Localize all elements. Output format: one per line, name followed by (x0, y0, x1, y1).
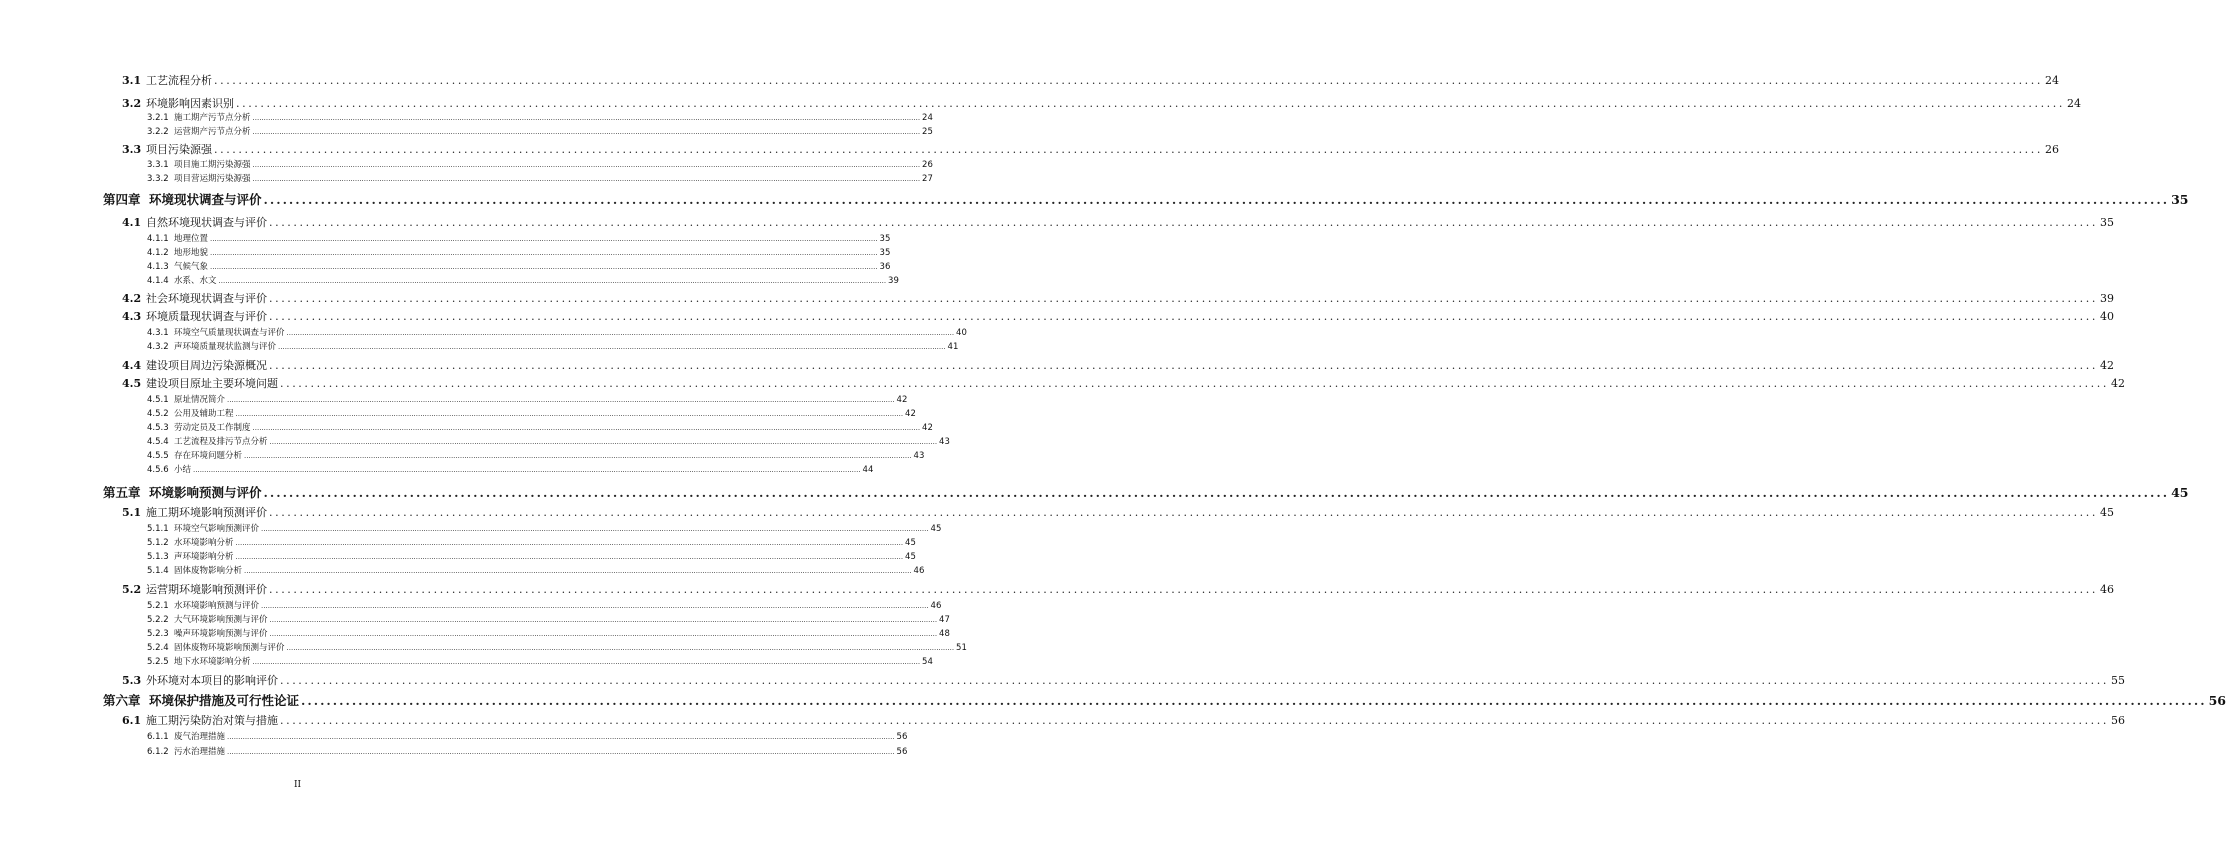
dot-leader: ............................................................................................................................................................................................................................................................................................................ (269, 216, 2098, 229)
toc-entry-title: 项目污染源强 (146, 143, 212, 156)
dot-leader: ............................................................................................................................................................................................................................................................................................................ (252, 424, 921, 432)
toc-entry-title: 固体废物环境影响预测与评价 (174, 643, 285, 653)
toc-entry-page: 46 (913, 566, 925, 576)
toc-entry-number: 3.2.2 (147, 127, 169, 137)
toc-entry-title: 社会环境现状调查与评价 (146, 292, 267, 305)
toc-section-entry[interactable] (122, 504, 2114, 520)
toc-subsection-entry[interactable] (147, 407, 916, 419)
toc-entry-page: 56 (2110, 714, 2125, 727)
toc-entry-number: 4.1.3 (147, 262, 169, 272)
dot-leader: ............................................................................................................................................................................................................................................................................................................ (252, 175, 921, 183)
toc-entry-title: 气候气象 (174, 262, 209, 272)
toc-entry-title: 污水治理措施 (174, 747, 226, 757)
toc-entry-title: 工艺流程及排污节点分析 (174, 437, 268, 447)
toc-entry-number: 第六章 (103, 693, 141, 708)
toc-entry-title: 大气环境影响预测与评价 (174, 615, 268, 625)
toc-subsection-entry[interactable] (147, 111, 933, 123)
dot-leader: ............................................................................................................................................................................................................................................................................................................ (269, 583, 2098, 596)
toc-entry-title: 施工期污染防治对策与措施 (146, 714, 278, 727)
toc-entry-number: 4.3.2 (147, 342, 169, 352)
toc-entry-page: 45 (905, 552, 916, 562)
toc-entry-number: 5.1.3 (147, 552, 169, 562)
toc-entry-number: 5.1 (122, 506, 142, 519)
toc-entry-page: 26 (2044, 143, 2059, 156)
toc-entry-title: 劳动定员及工作制度 (174, 423, 251, 433)
toc-entry-number: 4.5 (122, 377, 142, 390)
toc-chapter-entry[interactable] (103, 483, 2189, 501)
toc-entry-number: 5.1.4 (147, 566, 169, 576)
toc-entry-page: 48 (939, 629, 950, 639)
toc-entry-page: 56 (896, 747, 908, 757)
toc-entry-number: 3.1 (122, 74, 142, 87)
dot-leader: ............................................................................................................................................................................................................................................................................................................ (252, 114, 921, 122)
toc-subsection-entry[interactable] (147, 730, 908, 742)
toc-chapter-entry[interactable] (103, 190, 2189, 208)
toc-entry-number: 4.5.4 (147, 437, 169, 447)
toc-entry-page: 35 (2099, 216, 2114, 229)
toc-subsection-entry[interactable] (147, 393, 908, 405)
toc-entry-page: 35 (879, 234, 891, 244)
toc-entry-number: 5.2.5 (147, 657, 169, 667)
toc-entry-page: 24 (922, 113, 933, 123)
toc-entry-number: 6.1.2 (147, 747, 169, 757)
toc-subsection-entry[interactable] (147, 326, 967, 338)
dot-leader: ............................................................................................................................................................................................................................................................................................................ (278, 343, 946, 351)
toc-subsection-entry[interactable] (147, 745, 908, 757)
toc-subsection-entry[interactable] (147, 340, 959, 352)
toc-subsection-entry[interactable] (147, 172, 933, 184)
dot-leader: ............................................................................................................................................................................................................................................................................................................ (252, 161, 921, 169)
toc-subsection-entry[interactable] (147, 421, 933, 433)
dot-leader: ............................................................................................................................................................................................................................................................................................................ (193, 466, 861, 474)
toc-entry-page: 36 (879, 262, 891, 272)
toc-entry-number: 4.1.4 (147, 276, 169, 286)
toc-entry-page: 41 (947, 342, 959, 352)
toc-entry-page: 45 (2171, 485, 2189, 500)
toc-entry-page: 40 (956, 328, 967, 338)
toc-subsection-entry[interactable] (147, 536, 916, 548)
toc-entry-number: 5.1.2 (147, 538, 169, 548)
dot-leader: ............................................................................................................................................................................................................................................................................................................ (252, 658, 921, 666)
dot-leader: ............................................................................................................................................................................................................................................................................................................ (214, 74, 2043, 87)
toc-entry-page: 26 (922, 160, 933, 170)
toc-chapter-entry[interactable] (103, 691, 2226, 709)
toc-subsection-entry[interactable] (147, 627, 950, 639)
dot-leader: ............................................................................................................................................................................................................................................................................................................ (244, 567, 912, 575)
dot-leader: ............................................................................................................................................................................................................................................................................................................ (263, 192, 2170, 207)
toc-entry-title: 环境现状调查与评价 (149, 192, 262, 207)
toc-entry-title: 自然环境现状调查与评价 (146, 216, 267, 229)
dot-leader: ............................................................................................................................................................................................................................................................................................................ (227, 748, 895, 756)
dot-leader: ............................................................................................................................................................................................................................................................................................................ (261, 525, 929, 533)
dot-leader: ............................................................................................................................................................................................................................................................................................................ (280, 674, 2109, 687)
toc-entry-page: 40 (2099, 310, 2114, 323)
toc-entry-title: 废气治理措施 (174, 732, 226, 742)
toc-section-entry[interactable] (122, 308, 2114, 324)
toc-entry-title: 小结 (174, 465, 192, 475)
toc-entry-title: 施工期环境影响预测评价 (146, 506, 267, 519)
toc-entry-number: 4.5.1 (147, 395, 169, 405)
dot-leader: ............................................................................................................................................................................................................................................................................................................ (244, 452, 912, 460)
toc-entry-title: 运营期环境影响预测评价 (146, 583, 267, 596)
toc-entry-title: 固体废物影响分析 (174, 566, 243, 576)
toc-entry-title: 噪声环境影响预测与评价 (174, 629, 268, 639)
dot-leader: ............................................................................................................................................................................................................................................................................................................ (235, 553, 904, 561)
toc-section-entry[interactable] (122, 672, 2125, 688)
toc-subsection-entry[interactable] (147, 125, 933, 137)
toc-entry-number: 6.1.1 (147, 732, 169, 742)
toc-entry-number: 5.1.1 (147, 524, 169, 534)
dot-leader: ............................................................................................................................................................................................................................................................................................................ (263, 485, 2170, 500)
toc-entry-page: 54 (922, 657, 933, 667)
toc-entry-number: 3.2.1 (147, 113, 169, 123)
toc-entry-title: 环境影响预测与评价 (149, 485, 262, 500)
toc-entry-title: 项目施工期污染源强 (174, 160, 251, 170)
toc-section-entry[interactable] (122, 214, 2114, 230)
toc-entry-title: 环境影响因素识别 (146, 97, 234, 110)
toc-entry-number: 3.3.2 (147, 174, 169, 184)
dot-leader: ............................................................................................................................................................................................................................................................................................................ (227, 733, 895, 741)
toc-entry-title: 建设项目原址主要环境问题 (146, 377, 278, 390)
toc-subsection-entry[interactable] (147, 435, 950, 447)
toc-entry-page: 45 (2099, 506, 2114, 519)
toc-entry-number: 4.5.2 (147, 409, 169, 419)
toc-entry-number: 4.1 (122, 216, 142, 229)
toc-subsection-entry[interactable] (147, 246, 891, 258)
toc-entry-title: 原址情况简介 (174, 395, 226, 405)
toc-entry-page: 39 (2099, 292, 2114, 305)
toc-entry-page: 47 (939, 615, 950, 625)
toc-entry-title: 环境空气质量现状调查与评价 (174, 328, 285, 338)
toc-entry-number: 4.5.3 (147, 423, 169, 433)
toc-entry-page: 24 (2066, 97, 2081, 110)
toc-entry-number: 3.3 (122, 143, 142, 156)
toc-section-entry[interactable] (122, 141, 2059, 157)
toc-subsection-entry[interactable] (147, 449, 925, 461)
toc-entry-page: 42 (922, 423, 933, 433)
dot-leader: ............................................................................................................................................................................................................................................................................................................ (301, 693, 2207, 708)
toc-entry-page: 46 (930, 601, 942, 611)
toc-entry-title: 声环境质量现状监测与评价 (174, 342, 277, 352)
toc-entry-title: 地下水环境影响分析 (174, 657, 251, 667)
toc-entry-page: 46 (2099, 583, 2114, 596)
toc-entry-title: 水环境影响预测与评价 (174, 601, 260, 611)
toc-entry-number: 4.5.5 (147, 451, 169, 461)
dot-leader: ............................................................................................................................................................................................................................................................................................................ (286, 644, 955, 652)
dot-leader: ............................................................................................................................................................................................................................................................................................................ (269, 359, 2098, 372)
toc-entry-page: 42 (896, 395, 908, 405)
dot-leader: ............................................................................................................................................................................................................................................................................................................ (210, 263, 878, 271)
toc-entry-number: 4.2 (122, 292, 142, 305)
toc-entry-number: 4.1.1 (147, 234, 169, 244)
toc-entry-number: 3.2 (122, 97, 142, 110)
toc-entry-page: 51 (956, 643, 967, 653)
toc-entry-page: 42 (2099, 359, 2114, 372)
toc-section-entry[interactable] (122, 357, 2114, 373)
toc-entry-title: 施工期产污节点分析 (174, 113, 251, 123)
toc-entry-page: 35 (2171, 192, 2189, 207)
toc-entry-number: 4.5.6 (147, 465, 169, 475)
toc-entry-title: 公用及辅助工程 (174, 409, 234, 419)
toc-entry-page: 45 (930, 524, 942, 534)
toc-subsection-entry[interactable] (147, 550, 916, 562)
toc-entry-number: 4.4 (122, 359, 142, 372)
toc-entry-page: 43 (913, 451, 925, 461)
toc-entry-title: 存在环境问题分析 (174, 451, 243, 461)
toc-entry-number: 4.3 (122, 310, 142, 323)
dot-leader: ............................................................................................................................................................................................................................................................................................................ (235, 539, 904, 547)
toc-entry-page: 27 (922, 174, 933, 184)
toc-entry-page: 25 (922, 127, 933, 137)
toc-entry-page: 43 (939, 437, 950, 447)
toc-section-entry[interactable] (122, 95, 2081, 111)
toc-entry-page: 35 (879, 248, 891, 258)
dot-leader: ............................................................................................................................................................................................................................................................................................................ (286, 329, 955, 337)
toc-entry-number: 5.2.1 (147, 601, 169, 611)
dot-leader: ............................................................................................................................................................................................................................................................................................................ (252, 128, 921, 136)
toc-subsection-entry[interactable] (147, 463, 874, 475)
dot-leader: ............................................................................................................................................................................................................................................................................................................ (269, 630, 938, 638)
toc-entry-number: 6.1 (122, 714, 142, 727)
toc-entry-title: 运营期产污节点分析 (174, 127, 251, 137)
toc-entry-page: 45 (905, 538, 916, 548)
toc-entry-page: 44 (862, 465, 874, 475)
toc-subsection-entry[interactable] (147, 641, 967, 653)
toc-entry-title: 声环境影响分析 (174, 552, 234, 562)
toc-entry-page: 56 (2208, 693, 2226, 708)
toc-subsection-entry[interactable] (147, 232, 891, 244)
toc-entry-number: 第五章 (103, 485, 141, 500)
dot-leader: ............................................................................................................................................................................................................................................................................................................ (214, 143, 2043, 156)
toc-entry-page: 55 (2110, 674, 2125, 687)
toc-entry-number: 5.2.2 (147, 615, 169, 625)
dot-leader: ............................................................................................................................................................................................................................................................................................................ (261, 602, 929, 610)
dot-leader: ............................................................................................................................................................................................................................................................................................................ (269, 292, 2098, 305)
toc-entry-title: 地理位置 (174, 234, 209, 244)
dot-leader: ............................................................................................................................................................................................................................................................................................................ (236, 97, 2065, 110)
toc-subsection-entry[interactable] (147, 613, 950, 625)
toc-entry-title: 项目营运期污染源强 (174, 174, 251, 184)
toc-subsection-entry[interactable] (147, 655, 933, 667)
toc-subsection-entry[interactable] (147, 522, 942, 534)
dot-leader: ............................................................................................................................................................................................................................................................................................................ (280, 377, 2109, 390)
dot-leader: ............................................................................................................................................................................................................................................................................................................ (218, 277, 887, 285)
toc-entry-number: 第四章 (103, 192, 141, 207)
toc-entry-page: 42 (905, 409, 916, 419)
toc-entry-page: 56 (896, 732, 908, 742)
toc-subsection-entry[interactable] (147, 158, 933, 170)
toc-subsection-entry[interactable] (147, 274, 899, 286)
dot-leader: ............................................................................................................................................................................................................................................................................................................ (235, 410, 904, 418)
toc-entry-title: 水环境影响分析 (174, 538, 234, 548)
toc-entry-number: 5.2.4 (147, 643, 169, 653)
toc-section-entry[interactable] (122, 581, 2114, 597)
dot-leader: ............................................................................................................................................................................................................................................................................................................ (269, 310, 2098, 323)
toc-entry-title: 环境质量现状调查与评价 (146, 310, 267, 323)
toc-entry-page: 42 (2110, 377, 2125, 390)
toc-entry-number: 5.2 (122, 583, 142, 596)
toc-entry-title: 建设项目周边污染源概况 (146, 359, 267, 372)
dot-leader: ............................................................................................................................................................................................................................................................................................................ (210, 249, 878, 257)
toc-entry-title: 环境保护措施及可行性论证 (149, 693, 300, 708)
toc-entry-title: 水系、水文 (174, 276, 217, 286)
toc-subsection-entry[interactable] (147, 260, 891, 272)
toc-entry-page: 39 (888, 276, 899, 286)
dot-leader: ............................................................................................................................................................................................................................................................................................................ (210, 235, 878, 243)
toc-subsection-entry[interactable] (147, 599, 942, 611)
toc-section-entry[interactable] (122, 712, 2125, 728)
toc-entry-number: 4.1.2 (147, 248, 169, 258)
toc-entry-title: 外环境对本项目的影响评价 (146, 674, 278, 687)
toc-entry-number: 5.3 (122, 674, 142, 687)
dot-leader: ............................................................................................................................................................................................................................................................................................................ (227, 396, 895, 404)
page-number: II (293, 780, 302, 790)
toc-entry-title: 工艺流程分析 (146, 74, 212, 87)
toc-entry-title: 地形地貌 (174, 248, 209, 258)
toc-section-entry[interactable] (122, 375, 2125, 391)
dot-leader: ............................................................................................................................................................................................................................................................................................................ (269, 506, 2098, 519)
dot-leader: ............................................................................................................................................................................................................................................................................................................ (269, 438, 938, 446)
toc-entry-number: 4.3.1 (147, 328, 169, 338)
dot-leader: ............................................................................................................................................................................................................................................................................................................ (269, 616, 938, 624)
toc-section-entry[interactable] (122, 290, 2114, 306)
toc-entry-number: 3.3.1 (147, 160, 169, 170)
toc-entry-title: 环境空气影响预测评价 (174, 524, 260, 534)
toc-entry-number: 5.2.3 (147, 629, 169, 639)
toc-section-entry[interactable] (122, 72, 2059, 88)
dot-leader: ............................................................................................................................................................................................................................................................................................................ (280, 714, 2109, 727)
toc-entry-page: 24 (2044, 74, 2059, 87)
toc-subsection-entry[interactable] (147, 564, 925, 576)
